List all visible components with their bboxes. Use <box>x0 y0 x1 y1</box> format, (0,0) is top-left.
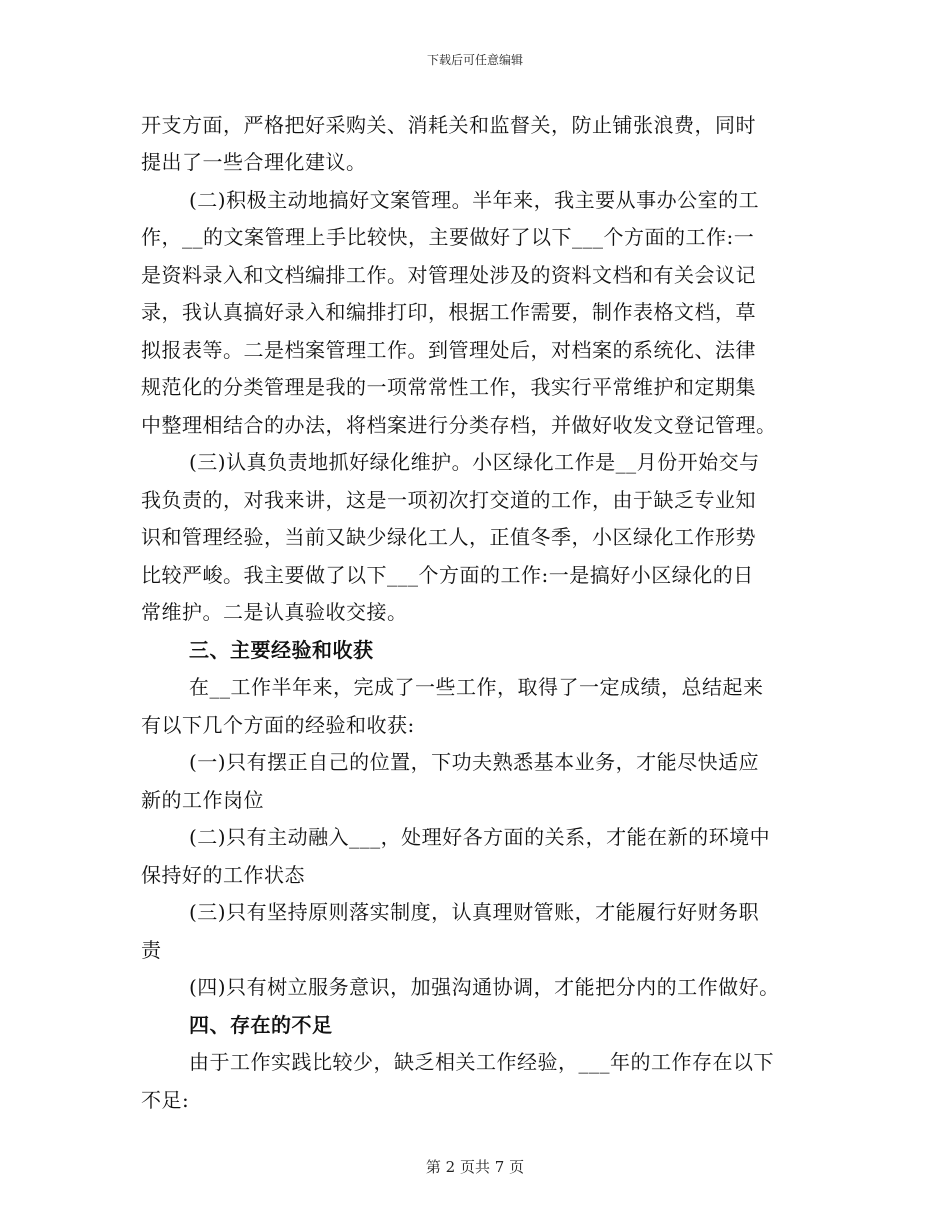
paragraph-line: 录，我认真搞好录入和编排打印，根据工作需要，制作表格文档，草 <box>141 300 756 324</box>
paragraph-line: (二)只有主动融入___，处理好各方面的关系，才能在新的环境中 <box>189 825 771 849</box>
section-heading: 四、存在的不足 <box>189 1013 333 1037</box>
paragraph-line: 常维护。二是认真验收交接。 <box>141 600 408 624</box>
paragraph-line: 是资料录入和文档编排工作。对管理处涉及的资料文档和有关会议记 <box>141 263 756 287</box>
paragraph-line: 不足: <box>141 1088 190 1112</box>
paragraph-line: 我负责的，对我来讲，这是一项初次打交道的工作，由于缺乏专业知 <box>141 488 756 512</box>
paragraph-line: 提出了一些合理化建议。 <box>141 150 367 174</box>
paragraph-line: 责 <box>141 938 162 962</box>
section-heading: 三、主要经验和收获 <box>189 638 374 662</box>
paragraph-line: (三)只有坚持原则落实制度，认真理财管账，才能履行好财务职 <box>189 900 760 924</box>
paragraph-line: 中整理相结合的办法，将档案进行分类存档，并做好收发文登记管理。 <box>141 413 777 437</box>
paragraph-line: (一)只有摆正自己的位置，下功夫熟悉基本业务，才能尽快适应 <box>189 750 760 774</box>
paragraph-line: 比较严峻。我主要做了以下___个方面的工作:一是搞好小区绿化的日 <box>141 563 754 587</box>
paragraph-line: (三)认真负责地抓好绿化维护。小区绿化工作是__月份开始交与 <box>189 450 760 474</box>
paragraph-line: 新的工作岗位 <box>141 788 264 812</box>
page-footer: 第 2 页共 7 页 <box>425 1158 525 1176</box>
paragraph-line: (四)只有树立服务意识，加强沟通协调，才能把分内的工作做好。 <box>189 975 780 999</box>
paragraph-line: 在__工作半年来，完成了一些工作，取得了一定成绩，总结起来 <box>189 675 764 699</box>
paragraph-line: 识和管理经验，当前又缺少绿化工人，正值冬季，小区绿化工作形势 <box>141 525 756 549</box>
paragraph-line: 有以下几个方面的经验和收获: <box>141 713 415 737</box>
paragraph-line: (二)积极主动地搞好文案管理。半年来，我主要从事办公室的工 <box>189 188 760 212</box>
paragraph-line: 保持好的工作状态 <box>141 863 305 887</box>
paragraph-line: 作，__的文案管理上手比较快，主要做好了以下___个方面的工作:一 <box>141 225 755 249</box>
paragraph-line: 由于工作实践比较少，缺乏相关工作经验，___年的工作存在以下 <box>189 1050 774 1074</box>
paragraph-line: 规范化的分类管理是我的一项常常性工作，我实行平常维护和定期集 <box>141 375 756 399</box>
page-header: 下载后可任意编辑 <box>426 53 523 67</box>
paragraph-line: 开支方面，严格把好采购关、消耗关和监督关，防止铺张浪费，同时 <box>141 113 756 137</box>
paragraph-line: 拟报表等。二是档案管理工作。到管理处后，对档案的系统化、法律 <box>141 338 756 362</box>
